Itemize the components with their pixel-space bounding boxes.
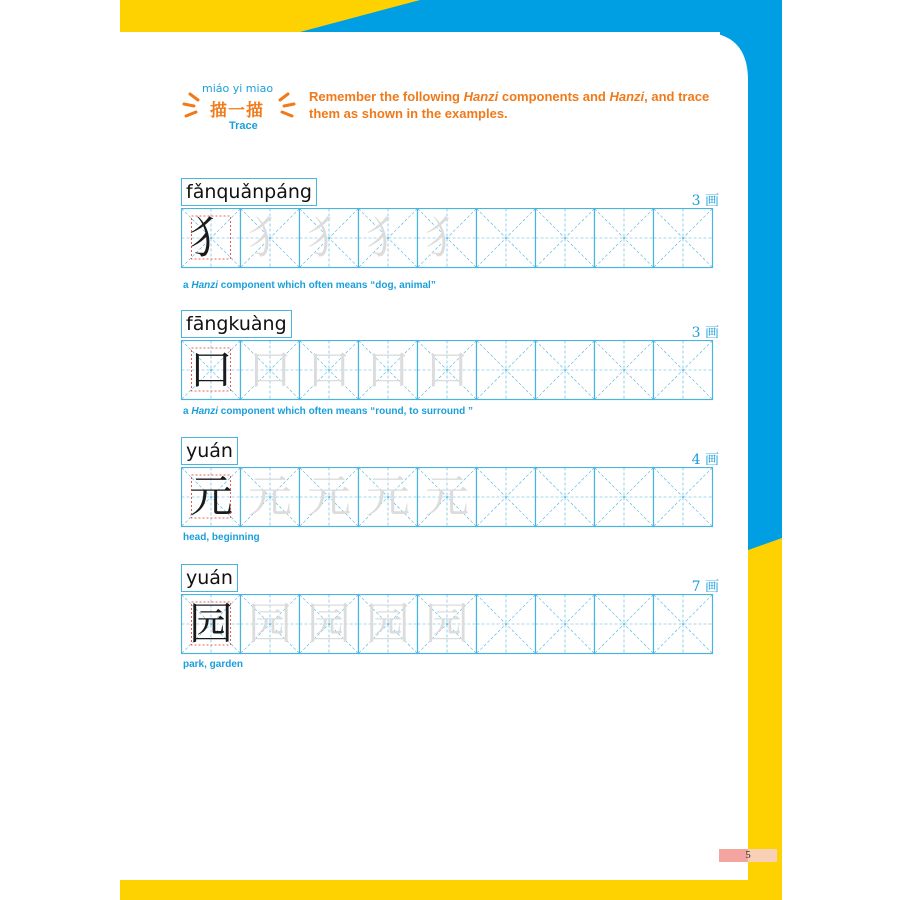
stroke-count: 3 画 [691, 193, 719, 209]
trace-cell[interactable] [241, 595, 300, 654]
trace-character: 元 [248, 471, 292, 523]
tracing-grid [181, 467, 721, 529]
blank-cell[interactable] [536, 341, 595, 400]
pinyin-label: yuán [181, 437, 238, 465]
blank-cell[interactable] [477, 209, 536, 268]
blank-cell[interactable] [477, 468, 536, 527]
trace-character: 口 [366, 344, 410, 396]
blank-cell[interactable] [477, 341, 536, 400]
meaning-text: head, beginning [183, 532, 260, 543]
model-cell [182, 341, 241, 400]
meaning-text: a Hanzi component which often means “round, to surround ” [183, 406, 474, 417]
badge-hanzi: 描一描 [210, 101, 264, 121]
model-character: 犭 [189, 212, 233, 264]
trace-cell[interactable] [241, 468, 300, 527]
badge-trace-label: Trace [229, 120, 258, 132]
stroke-count: 4 画 [691, 452, 719, 468]
trace-cell[interactable] [418, 209, 477, 268]
trace-cell[interactable] [300, 595, 359, 654]
model-character: 元 [189, 471, 233, 523]
blank-cell[interactable] [654, 209, 713, 268]
blank-cell[interactable] [595, 595, 654, 654]
blank-cell[interactable] [654, 595, 713, 654]
trace-character: 口 [307, 344, 351, 396]
exercise-header [180, 82, 740, 142]
trace-character: 园 [307, 598, 351, 650]
trace-character: 元 [307, 471, 351, 523]
trace-character: 园 [248, 598, 292, 650]
stroke-count: 3 画 [691, 325, 719, 341]
model-cell [182, 468, 241, 527]
trace-character: 元 [425, 471, 469, 523]
stroke-count: 7 画 [691, 579, 719, 595]
blank-cell[interactable] [536, 209, 595, 268]
blank-cell[interactable] [477, 595, 536, 654]
tracing-grid [181, 208, 721, 270]
trace-cell[interactable] [418, 468, 477, 527]
blank-cell[interactable] [536, 468, 595, 527]
blank-cell[interactable] [595, 209, 654, 268]
trace-character: 园 [425, 598, 469, 650]
trace-character: 犭 [366, 212, 410, 264]
tracing-grid [181, 340, 721, 402]
trace-character: 口 [425, 344, 469, 396]
trace-cell[interactable] [300, 341, 359, 400]
model-character: 口 [189, 344, 233, 396]
trace-cell[interactable] [418, 341, 477, 400]
model-cell [182, 209, 241, 268]
trace-cell[interactable] [359, 209, 418, 268]
blank-cell[interactable] [595, 341, 654, 400]
model-character: 园 [189, 598, 233, 650]
yellow-strip-bottom [120, 880, 782, 900]
instruction-text: Remember the following Hanzi components and Hanzi, and trace them as shown in the examples. [309, 89, 710, 121]
trace-character: 元 [366, 471, 410, 523]
trace-character: 犭 [307, 212, 351, 264]
tracing-grid [181, 594, 721, 656]
pinyin-label: fǎnquǎnpáng [181, 178, 317, 206]
badge-pinyin: miáo yi miao [202, 82, 274, 95]
trace-cell[interactable] [359, 341, 418, 400]
trace-cell[interactable] [359, 595, 418, 654]
trace-cell[interactable] [241, 209, 300, 268]
pinyin-label: yuán [181, 564, 238, 592]
trace-character: 犭 [248, 212, 292, 264]
trace-character: 园 [366, 598, 410, 650]
trace-character: 犭 [425, 212, 469, 264]
trace-cell[interactable] [418, 595, 477, 654]
page-number: 5 [745, 849, 751, 861]
meaning-text: a Hanzi component which often means “dog, animal” [183, 280, 436, 291]
blank-cell[interactable] [536, 595, 595, 654]
blank-cell[interactable] [595, 468, 654, 527]
pinyin-label: fāngkuàng [181, 310, 292, 338]
trace-character: 口 [248, 344, 292, 396]
trace-cell[interactable] [359, 468, 418, 527]
model-cell [182, 595, 241, 654]
trace-badge [180, 82, 298, 138]
blank-cell[interactable] [654, 341, 713, 400]
blank-cell[interactable] [654, 468, 713, 527]
trace-cell[interactable] [300, 468, 359, 527]
trace-cell[interactable] [300, 209, 359, 268]
trace-cell[interactable] [241, 341, 300, 400]
meaning-text: park, garden [183, 659, 244, 670]
